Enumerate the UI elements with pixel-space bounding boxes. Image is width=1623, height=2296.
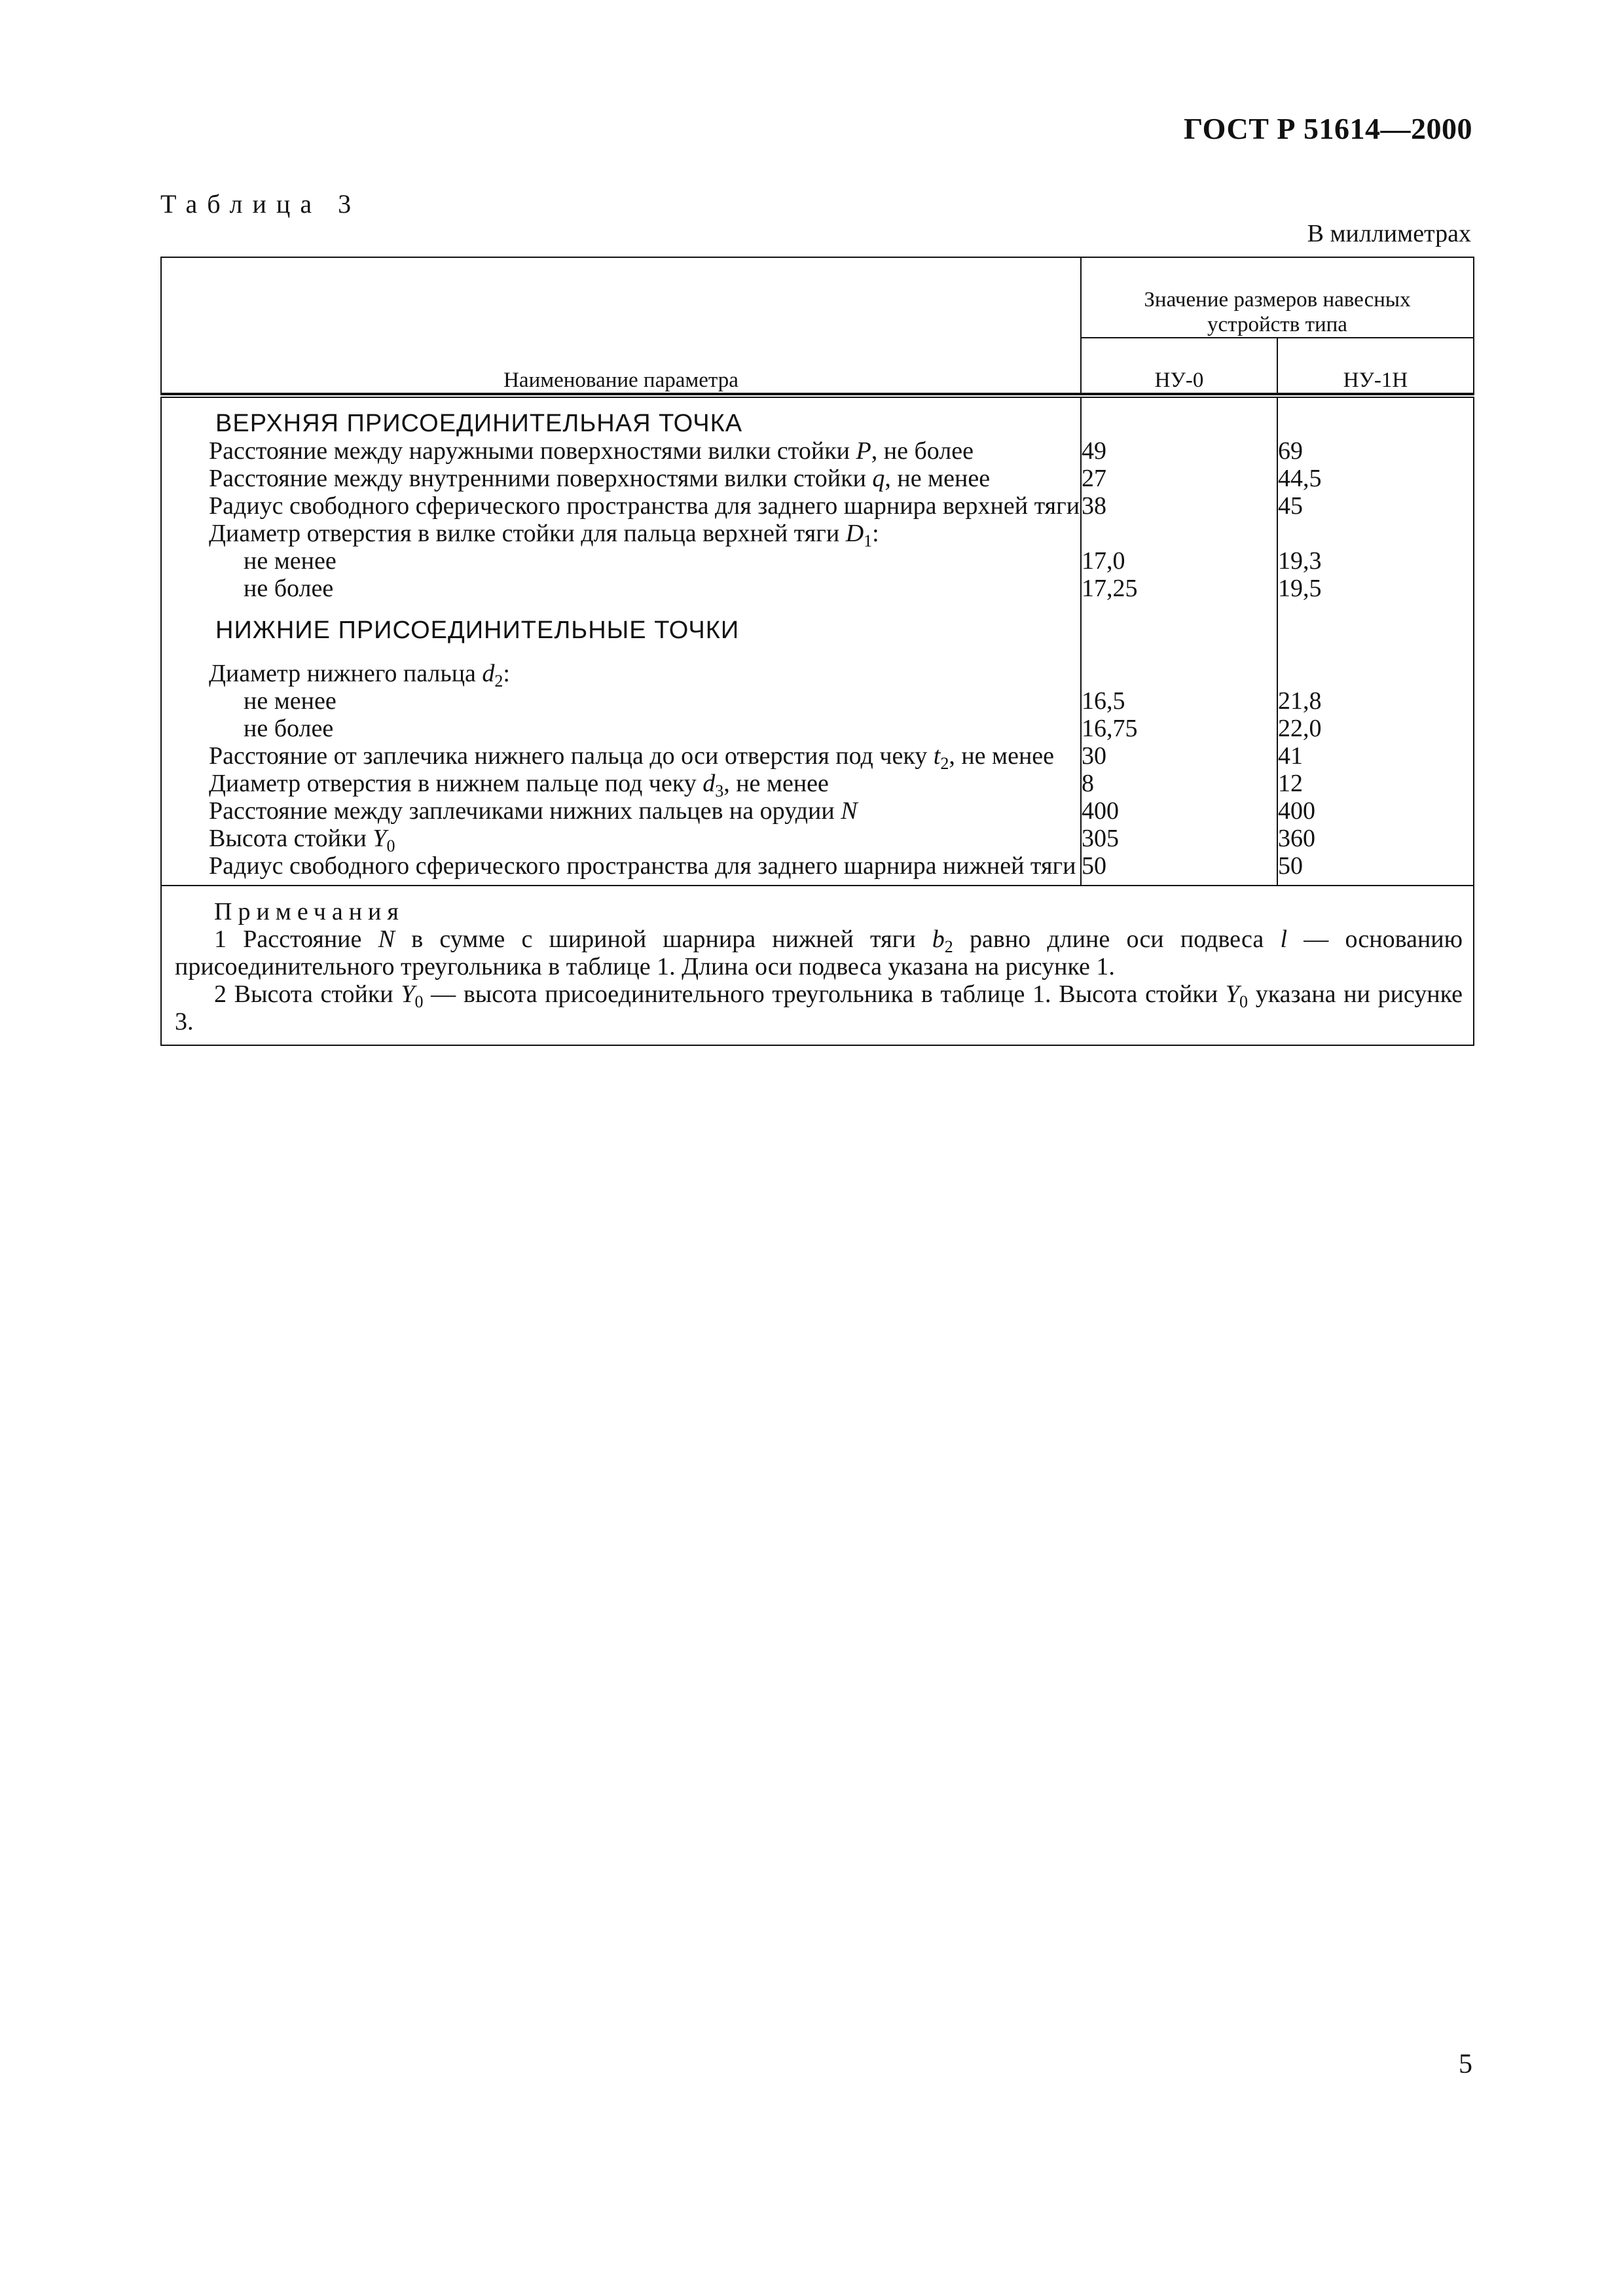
cell-value: 21,8 22,0 [1277,644,1474,742]
cell-value: 50 [1081,852,1277,886]
cell-value: 400 [1081,797,1277,825]
parameters-table [160,257,1474,1046]
notes-cell [161,886,1474,1045]
header-values-group: Значение размеров навесных устройств типа [1081,257,1474,338]
note-2: 2 Высота стойки $Y_0$ — высота присоединительного треугольника в таблице 1. Высота стойки $Y_0$ указана ни рисунке 3. [175,980,1463,1035]
table-row: Радиус свободного сферического пространства для заднего шарнира нижней тяги 50 50 [161,852,1474,886]
note-1: 1 Расстояние N в сумме с шириной шарнира нижней тяги $b_2$ равно длине оси подвеса l — основанию присоединительного треугольника в таблице 1. Длина оси подвеса указана на рисунке 1. [175,925,1463,980]
cell-value: 16,5 16,75 [1081,644,1277,742]
table-row: Расстояние между внутренними поверхностями вилки стойки q, не менее 27 44,5 [161,465,1474,492]
cell-value: 38 [1081,492,1277,520]
section-lower-title: НИЖНИЕ ПРИСОЕДИНИТЕЛЬНЫЕ ТОЧКИ [215,617,740,644]
header-parameter-name: Наименование параметра [161,257,1081,393]
cell-value: 19,3 19,5 [1277,520,1474,602]
cell-value: 41 [1277,742,1474,770]
cell-value: 12 [1277,770,1474,797]
cell-value: 50 [1277,852,1474,886]
table-row: Диаметр нижнего пальца $d_2$: не менее не более 16,5 16,75 21,8 22,0 [161,644,1474,742]
cell-value: 44,5 [1277,465,1474,492]
table-row: Расстояние от заплечика нижнего пальца до оси отверстия под чеку $t_2$, не менее 30 41 [161,742,1474,770]
units-label: В миллиметрах [1307,220,1471,247]
section-row-upper [161,396,1474,437]
section-row-lower [161,602,1474,644]
standard-code: ГОСТ Р 51614—2000 [1184,112,1472,145]
cell-value: 69 [1277,437,1474,465]
cell-value: 49 [1081,437,1277,465]
page-number: 5 [1459,2049,1472,2079]
cell-value: 45 [1277,492,1474,520]
header-nu-0: НУ-0 [1081,338,1277,393]
table-row: Радиус свободного сферического пространства для заднего шарнира верхней тяги 38 45 [161,492,1474,520]
cell-value: 30 [1081,742,1277,770]
cell-value: 360 [1277,825,1474,852]
table-row: Диаметр отверстия в вилке стойки для пальца верхней тяги $D_1$: не менее не более 17,0 17,25 19,3 19,5 [161,520,1474,602]
cell-value: 17,0 17,25 [1081,520,1277,602]
table-caption: Таблица 3 [160,189,361,219]
cell-value: 400 [1277,797,1474,825]
table-row: Расстояние между наружными поверхностями вилки стойки P, не более 49 69 [161,437,1474,465]
notes-row [161,886,1474,1045]
table-row: Диаметр отверстия в нижнем пальце под чеку $d_3$, не менее 8 12 [161,770,1474,797]
cell-value: 27 [1081,465,1277,492]
header-nu-1n: НУ-1Н [1277,338,1474,393]
cell-value: 8 [1081,770,1277,797]
notes-title: Примечания [214,898,405,925]
cell-value: 305 [1081,825,1277,852]
section-upper-title: ВЕРХНЯЯ ПРИСОЕДИНИТЕЛЬНАЯ ТОЧКА [215,410,743,437]
table-row: Высота стойки $Y_0$ 305 360 [161,825,1474,852]
table-row: Расстояние между заплечиками нижних пальцев на орудии N 400 400 [161,797,1474,825]
